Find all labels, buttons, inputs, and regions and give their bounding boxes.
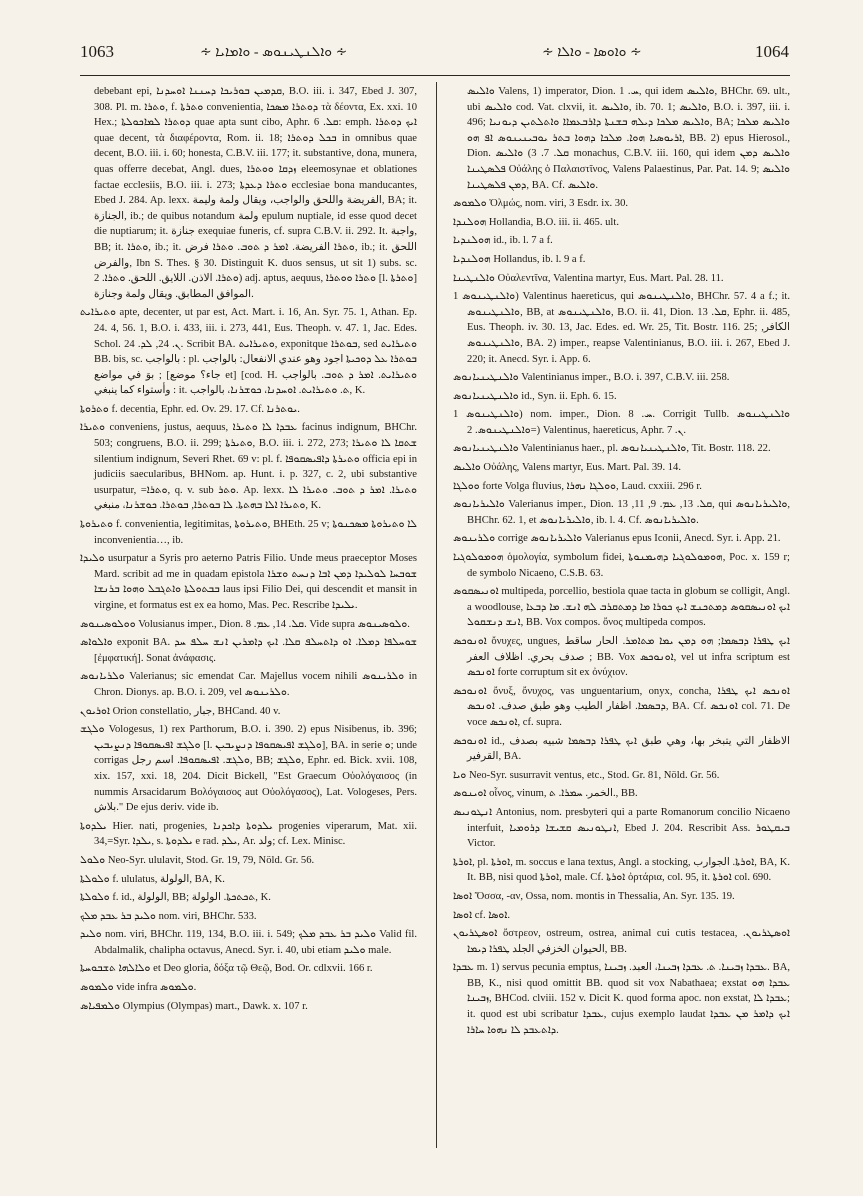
dictionary-entry: ܘܐܠܢܛܝܢܘܣ 1) Valentinus haereticus, qui ܘܐܠܢܛܝܢܘܣ, BHChr. 57. 4 a f.; it. ܘܐܠܢܛܝܢܘܣ, BB, at ܘܐܠܢܛܝܢܘܣ, B.O. ii. 41, Dion. ܩܠ. 13, Ephr. ii. 485, Eus. Theoph. iv. 30. 13, Jac. Edes. ed. Wr. 25, Tit. Bostr. 116. 25; الكافر, ܘܐܠܢܛܝܢܘܣ, BA. 2) imper., reapse Valentinianus, B.O. iii. i. 267, Ebed J. 220; it. Anecd. Syr. i. App. 6. <box>453 291 790 365</box>
dictionary-entry: ܐܘܣܐ cf. ܐܘܣܐ. <box>453 909 510 921</box>
dictionary-entry: ܘܠܝܕ ܒܪ ܥܒܕ ܡܠܟ nom. viri, BHChr. 533. <box>80 910 257 922</box>
dictionary-entry: ܘܐܠܢܛܝܢܘܣ 1) nom. imper., Dion. ܚ. 8. Corrigit Tullb. ܘܐܠܢܛܝܢܘܣ =ܘܐܠܢܛܝܢܘܣ. 2) Valentinus, haereticus, Aphr. ܢ. 7. <box>453 409 790 436</box>
dictionary-entry: ܘܝܐ Neo-Syr. susurravit ventus, etc., Stod. Gr. 81, Nöld. Gr. 56. <box>453 769 720 781</box>
dictionary-entry: ܘܐܠܝܪܝܐܢܘܣ Valerianus imper., Dion. ܩܠ. 13, ܥܡ. 9, 11, 13, qui ܘܐܠܝܪܝܐܢܘܣ, BHChr. 62. 1, et ܘܐܠܝܪܝܐܢܘܣ, ib. l. 4. Cf. ܘܐܠܝܪܝܐܢܘܣ. <box>453 499 790 526</box>
dictionary-entry: ܘܠܪܝܐܢܘܣ Valerianus; sic emendat Car. Majellus vocem nihili ܘܠܪܝܢܘܣ in Chron. Dionys. ap. B.O. i. 209, vel ܘܠܪܝܢܘܣ. <box>80 671 417 698</box>
dictionary-entry: ܘܐܠܝܣ Οὐάλης, Valens martyr, Eus. Mart. Pal. 39. 14. <box>453 462 681 474</box>
dictionary-entry: ܐܘܪܬܐ, pl. ܐܘܪܬܐ, m. soccus e lana textus, Angl. a stocking, ܐܘܪܬܐ. الجوارب, BA, K. It. BB, nisi quod ܐܘܪܬܐ, male. Cf. ܐܘܪܬܐ ὀρτάρια, col. 95, it. ܐܘܪܬܐ col. 690. <box>453 856 790 884</box>
dictionary-entry: ܘܠܡܘܣ Ὀλμώς, nom. viri, 3 Esdr. ix. 30. <box>453 198 629 210</box>
left-column <box>80 84 417 1148</box>
dictionary-entry: ܘܬܝܪܐܝܬ apte, decenter, ut par est, Act. Mart. i. 16, An. Syr. 75. 1, Athan. Ep. 24. 4, 56. 1, B.O. i. 433, iii. i. 273, 441, Eus. Theoph. v. 47. 1, Jac. Edes. Schol. ܢ. 24, ܠܕ. 24. Scribit BA. ܘܬܝܪܐܝܬ, exponitque ܒܘܬܪܐ, sed ܘܬܝܪܐܝܬ BB. bis, sc. بالواجب : pl. ܒܘܬܪܐ ܥܠ ܕܘܟܝܬܐ اجود وهو عندي الانفعال: بالواجب ; بوَ في مواضع [جاء؟ موضع et] [cod. H. ܘܬܝܪܐܝܬ. ܐܡܪ ܕ ܬܘܒ. بالواجب وأستواء كما ينبغي : it. ܬ. ܘܬܝܪܐܝܬ. ܐܘܚܕܢܐ، ܟܘܫܪܢܐ، بالواجب, K. <box>80 307 417 397</box>
dictionary-entry: ܘܠܡܦܝܐܣ Olympius (Olympas) mart., Dawk. x. 107 r. <box>80 1000 308 1012</box>
header-rule <box>80 75 790 76</box>
dictionary-entry: ܝܠܕܘܬܐ Hier. nati, progenies, ܝܠܕܘܬܐ ܕܐܟܕܢܐ progenies viperarum, Mat. xii. 34,=Syr. ܝܠܕܐ, s. ܝܠܕܘܬܐ e rad. ܝܠܕ, Ar. ولد; cf. Lex. Minisc. <box>80 820 417 848</box>
dictionary-entry: ܘܠܝܕܐ usurpatur a Syris pro aeterno Patris Filio. Unde meus praeceptor Moses Mard. scribit ad me in quadam epistola ܫܘܒܚܐ ܠܘܠܝܕܐ ܕܡܢ ܐܒܐ ܕܢܚܬ ܘܫܪܐ ܒܒܬܘܠܬܐ ܘܐܬܓܒܠ ܘܗܘܐ ܒܪܢܫܐ laus ipsi Filio Dei, qui descendit et mansit in virgine, et formatus est ex ea homo, Mas. Pec. Rescribe ܝܠܝܕܐ. <box>80 553 417 611</box>
running-head-right: ∻ ܘܐܘܣܐ - ܘܐܠܐ ∻ <box>542 45 642 60</box>
dictionary-entry: ܗܘܠܢܕܐ Hollandia, B.O. iii. ii. 465. ult. <box>453 216 619 228</box>
dictionary-entry: ܐܘܢܘܟܣ ὄνυξ, ὄνυχος, vas unguentarium, onyx, concha, ܐܘܢܟܣ ܐܝܟ ܛܦܪܐ ܕܒܣܡܐ. اظفار الطيب وهو طبق صدف. ܐܘܢܟܣ, BA. Cf. ܐܘܢܟܣ col. 71. De voce ܐܘܢܟܣ, cf. supra. <box>453 685 790 728</box>
dictionary-entry: ܘܘܠܘܣܝܢܘܣ Volusianus imper., Dion. ܩܠ. 14, ܥܡ. 8. Vide supra ܘܠܘܣܝܢܘܣ. <box>80 618 410 630</box>
dictionary-entry: ܘܬܝܪܐ conveniens, justus, aequus, ܥܒܕܐ ܠܐ ܘܬܝܪܐ facinus indignum, BHChr. 503; congruens, B.O. ii. 299; ܘܬܝܪܬܐ, B.O. iii. i. 272, 273; ܫܬܩܐ ܠܐ ܘܬܝܪܐ silentium indignum, Severi Rhet. 69 v: pl. f. ܘܬܝܪܬܐ ܕܐܦܝܣܩܘܦܐ officia epi in judiciis saecularibus, BHNom. ap. Hunt. i. p. 327, c. 2, ubi substantive usurpatur, =ܘܬܪܐ, q. v. sub ܘܬܪ. Ap. lexx. ܘܬܝܪܐ. ܐܡܪ ܕ ܬܘܒ. ܘܬܝܪܐ ܠܐ ܘܬܝܪܐ ܐܠܐ ܒܗܬܬܐ. ܠܐ ܒܘܬܪܐ, ܒܘܬܪܐ. ܟܘܫܪܢܐ، منبغي, K. <box>80 422 417 512</box>
dictionary-entry: ܘܠܘܠܬܐ f. id., الولولة, BB; ܬܟܬܟܬܐ. الولولة, K. <box>80 892 271 904</box>
dictionary-entry: ܘܘܠܓܐ forte Volga fluvius, ܘܘܠܓܐ ܢܗܪܐ, Laud. cxxiii. 296 r. <box>453 480 702 492</box>
dictionary-entry: ܘܬܪܘܬܐ f. decentia, Ephr. ed. Ov. 29. 17. Cf. ܝܘܬܪܢܐ. <box>80 403 300 415</box>
dictionary-entry: ܗܘܠܢܕܝܐ Hollandus, ib. l. 9 a f. <box>453 253 586 265</box>
dictionary-entry: ܘܬܝܪܘܬܐ f. convenientia, legitimitas, ܘܬܝܪܘܬܐ, BHEth. 25 v; ܠܐ ܘܬܝܪܘܬܐ ܡܣܟܢܘܬܐ inconvenientia…, ib. <box>80 519 417 546</box>
dictionary-entry: ܘܠܘܠ Neo-Syr. ululavit, Stod. Gr. 19, 79, Nöld. Gr. 56. <box>80 854 315 866</box>
dictionary-entry: ܐܘܝܢܘܣ οἶνος, vinum, الخمر. ܚܡܪܐ. ܬ., BB. <box>453 788 638 800</box>
dictionary-entry: ܐܢܛܘܢܝܣ Antonius, nom. presbyteri qui a parte Romanorum concilio Nicaeno interfuit, ܐܢܛܘܢܝܣ ܩܫܝܫܐ ܕܪܘܡܝܐ, Ebed J. 204. Rescribit Ass. ܒܝܩܛܘܪ Victor. <box>453 806 790 850</box>
page-header <box>0 42 863 70</box>
dictionary-entry: ܐܘܪܝܘܢ Orion constellatio, جبار, BHCand. 40 v. <box>80 705 281 717</box>
dictionary-entry: ܐܘܣܐ Ὄσσα, -αν, Ossa, nom. montis in Thessalia, An. Syr. 135. 19. <box>453 890 735 902</box>
dictionary-entry: ܘܐܠܝܣ Valens, 1) imperator, Dion. ܚ. 1, qui idem ܘܐܠܝܣ, BHChr. 69. ult., ubi ܘܐܠܝܣ cod. Vat. clxvii, it. ܘܐܠܝܣ, ib. 70. 1; ܘܐܠܝܣ, B.O. i. 397, iii. i. 496; ܘܐܠܝܣ ܡܠܟܐ ܕܝܠܗ ܒܫܢܬܐ ܕܐܪܒܥܡܐܐ ܘܐܬܠܬܝܢ ܕܝܘܢܝܐ, BA; ܘܐܠܝܣ ܡܠܟܐ ܐܪܝܘܣܝܐ ܗܘܐ. ܡܠܟܐ ܕܗܘܐ ܒܬܪ ܝܘܒܝܢܝܢܘܣ ܐܦ ܗܘ, BB. 2) epus Hierosol., Dion. ܩܠ. 7. 3) ܘܐܠܝܣ monachus, C.B.V. iii. 160, qui idem ܘܐܠܝܣ ܕܡܢ ܦܠܣܛܝܢܐ Οὐάλης ὁ Παλαιστῖνος, Valens Palaestinus, Par. Pat. 14. 9; ܘܐܠܝܣ ܕܡܢ ܦܠܣܛܝܢܐ, BA. Cf. ܘܐܠܝܣ. <box>467 86 790 191</box>
column-divider <box>436 82 437 1148</box>
dictionary-entry: ܘܠܘܠܬܐ f. ululatus, الولولة, BA, K. <box>80 873 225 885</box>
dictionary-entry: ܥܒܕܐ m. 1) servus pecunia emptus, ܥܒܕܐ ܙܒܝܢܐ. ܬ. ܥܒܕܐ ܙܒܝܢܐ، العبد. ܙܒܝܢܐ. BA, BB, K., nisi quod omittit BB. quod sit vox Nabathaea; exstat ܥܒܕܐ ܗܘ ܙܒܝܢܐ, BHCod. clviii. 152 v. Dicit K. quod forma apoc. non exstat, ܥܒܕܐ ܠܐ; it. quod est ubi scribatur ܥܒܕܐ, cujus exemplo laudat ܐܝܟ ܕܐܡܪ ܡܢ ܥܒܕܐ ܕܐܬܥܒܕ ܠܐ ܢܗܘܐ ܚܐܪܐ. <box>453 962 790 1036</box>
dictionary-entry: ܐܘܢܝܣܩܘܣ multipeda, porcellio, bestiola quae tacta in globum se colligit, Angl. a woodlouse, ܐܝܟ ܐܘܢܝܣܩܘܣ ܕܡܬܟܢܫ ܐܝܟ ܟܘܪܐ ܡܐ ܕܡܬܩܪܒ ܠܗ ܐܢܫ. ܡܐ ܕܒܥܐ ܐܢܫ ܕܢܫܩܘܠ, BB. Vox compos. ὄνος multipeda compos. <box>453 586 790 629</box>
dictionary-entry: ܘܐܠܢܛܝܢܝܐܢܘܣ Valentinianus imper., B.O. i. 397, C.B.V. iii. 258. <box>453 372 730 384</box>
dictionary-entry: debebant epi, ܩܕܡܝܢ ܒܘܪܝܟܐ ܕܚܢܢܐ ܐܘܚܕܢܐ, B.O. iii. i. 347, Ebed J. 307, 308. Pl. m. ܘܬܪܐ, f. ܘܬܪܬܐ convenientia, ܕܘܬܪܐ ܡܣܟܐ τὰ δέοντα, Ex. xxi. 10 Hex.; ܕܘܬܪܐ ܠܡܐܟܘܠܬܐ quae apta sunt cibo, Aphr. ܩܠ. 6: emph. ܐܝܟ ܕܘܬܪܐ quae decent, τὰ διαφέροντα, Rom. ii. 18; ܒܟܠ ܕܘܬܪܐ in omnibus quae decent, B.O. iii. i. 60; honesta, C.B.V. iii. 177; it. substantive, dona, munera, quas offerre decebat, Angl. dues, ܙܕܩܐ ܘܘܬܪܐ eleemosynae et oblationes factae ecclesiis, B.O. iii. i. 273; ܘܬܪܐ ܕܥܕܬܐ ecclesiae bona manducantes, Ebed J. 284. Ap. lexx. الفريضة واللحق والواجب، ويقال ولمة وليمة, BA; it. الجنازة, ib.; de quibus notandum ولمة epulum nuptiale, id esse quod decet die nuptiarum; it. جنازة exequiae funeris, cf. supra C.B.V. ii. 292. It. واجبة, BB; it. ܘܬܪܐ, ib.; it. ܘܬܪܐ الفريضة. ܐܡܪ ܕ ܬܘܒ. ܘܬܪܐ فرض, ib.; it. اللحق والفرض, Ibn S. Thes. § 30. Distinguit K. duos sensus, ut sit 1) subs. sc. ܘܬܪܐ. الاذن. اللايق. اللحق. ܘܬܪܐ. 2) adj. aptus, aequus, ܘܬܪܐ ܘܘܬܪܐ [l. ܘܬܪܬܐ] الموافق المطابق. ويقال ولمة وجنازة. <box>94 86 417 300</box>
running-head-left: ∻ ܘܐܠܢܛܝܢܘܣ - ܘܐܡܐܝܐ ∻ <box>200 45 348 60</box>
dictionary-entry: ܐܘܢܘܟܣ id., الاظفار التي يتبخر بها، وهي طبق ܐܝܟ ܛܦܪܐ ܕܒܣܡܐ شبيه بصدف القرفير, BA. <box>453 735 790 763</box>
dictionary-entry: ܘܠܐܠܗܐ ܬܫܒܘܚܬܐ et Deo gloria, δόξα τῷ Θεῷ, Bod. Or. cdlxvii. 166 r. <box>80 963 373 975</box>
dictionary-entry: ܗܘܠܢܕܝܐ id., ib. l. 7 a f. <box>453 235 553 247</box>
dictionary-entry: ܗܘܡܘܠܘܓܝܐ ὁμολογία, symbolum fidei, ܗܘܡܘܠܘܓܝܐ ܕܗܝܡܢܘܬܐ, Poc. x. 159 r; de symbolo Nicaeno, C.S.B. 63. <box>453 552 790 579</box>
dictionary-entry: ܘܐܠܘܐܣ exponit BA. ܫܘܚܠܦܐ ܕܡܠܐ. ܐܘ ܕܐܬܚܠܦ ܩܠܐ. ܐܝܟ ܕܐܡܪܝܢ ܐܢܫ ܚܠܦ ܚܕ [ἐμφατική]. Sonat ἀνάφασις. <box>80 637 417 664</box>
dictionary-entry: ܘܠܓܫ Vologesus, 1) rex Parthorum, B.O. i. 390. 2) epus Nisibenus, ib. 396; ܘܠܓܫ ܐܦܝܣܩܘܦܐ ܕܢܨܝܒܝܢ [l. ܘܠܓܫ ܐܦܝܣܩܘܦܐ ܕܢܨܝܒܝܢ], BA. in serie ܘ; unde corrigas ܘܠܓܫ. ܐܦܝܣܩܘܦܐ. اسم رجل, BB; ܘܠܓܫ, Ephr. ed. Bick. xvii. 108, xix. 157, xxi. 18, 204. Dicit Bickell, "Est Graecum Οὐολόγαισος (in nummis Arsacidarum Βολόγαισος aut Οὐολόγασος), Lat. Vologeses, Pers. بلاش." De ejus deriv. vide ib. <box>80 724 417 814</box>
dictionary-entry: ܘܐܠܢܛܝܢܝܐܢܘܣ Valentinianus haer., pl. ܘܐܠܢܛܝܢܝܐܢܘܣ, Tit. Bostr. 118. 22. <box>453 443 771 455</box>
dictionary-entry: ܘܐܠܢܛܝܢܝܐܢܘܣ id., Syn. ii. Eph. 6. 15. <box>453 390 617 402</box>
dictionary-entry: ܐܘܢܘܟܣ ὄνυχες, ungues, ܐܝܟ ܛܦܪܐ ܕܒܣܡܐ; ܗܘ ܕܡܢ ܝܡܐ ܡܬܐܡܪ. الحار ساقط صدف بحري. اظلاف العفر ; BB. Vox ܐܘܢܘܟܣ, vel ut infra scriptum est ܐܘܢܟܣ forte corruptum sit ex ὀνύχιον. <box>453 636 790 679</box>
page-number-left: 1063 <box>80 42 114 61</box>
dictionary-entry: ܘܐܠܢܛܝܢܐ Οὐαλεντῖνα, Valentina martyr, Eus. Mart. Pal. 28. 11. <box>453 272 724 284</box>
dictionary-entry: ܘܠܪܝܢܘܣ corrige ܘܐܠܝܪܝܐܢܘܣ Valerianus epus Iconii, Anecd. Syr. i. App. 21. <box>453 533 781 545</box>
page-number-right: 1064 <box>755 42 789 61</box>
dictionary-entry: ܘܠܡܘܣ vide infra ܘܠܡܘܣ. <box>80 982 197 994</box>
dictionary-entry: ܘܠܝܕ nom. viri, BHChr. 119, 134, B.O. iii. i. 549; ܘܠܝܕ ܒܪ ܥܒܕ ܡܠܟ Valid fil. Abdalmalik, chalipha octavus, Anecd. Syr. i. 40, ubi etiam ܘܠܝܕ male. <box>80 929 417 956</box>
dictionary-entry: ܐܘܣܛܪܝܘܢ ὄστρεον, ostreum, ostrea, animal cui cutis testacea, ܐܘܣܛܪܝܘܢ. الحيوان الخزفي الجلد ܛܦܪܐ ܕܝܡܐ, BB. <box>453 928 790 955</box>
right-column <box>453 84 790 1148</box>
